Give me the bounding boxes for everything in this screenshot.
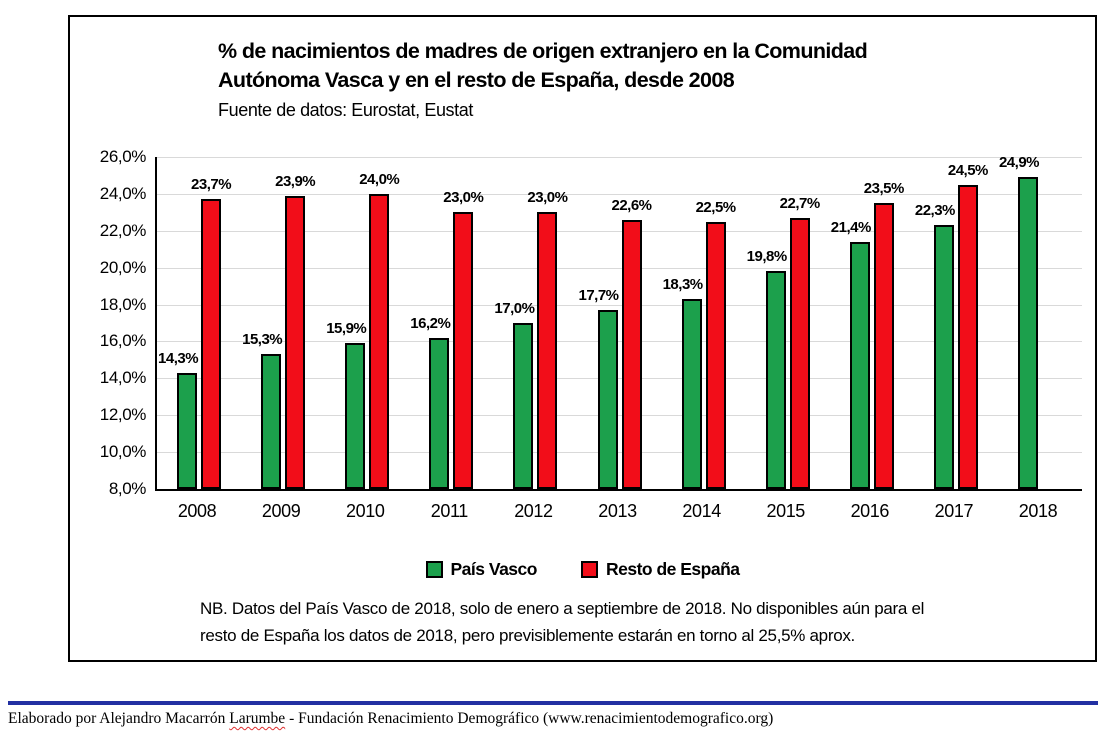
bar-resto-espana-2017 <box>958 185 978 489</box>
bar-value-label-resto-espana-2017: 24,5% <box>947 161 988 179</box>
y-axis-tick-label: 26,0% <box>99 147 146 166</box>
y-axis-tick-label: 20,0% <box>99 257 146 277</box>
chart-title-line-2: Autónoma Vasca y en el resto de España, desde 2008 <box>218 68 735 92</box>
bar-value-label-resto-espana-2008: 23,7% <box>191 176 232 194</box>
bar-group-2011 <box>409 157 493 489</box>
chart-frame <box>68 15 1097 662</box>
bar-value-label-pais-vasco-2009: 15,3% <box>242 331 283 349</box>
bars-area <box>157 154 1082 489</box>
bar-value-label-pais-vasco-2018: 24,9% <box>998 154 1040 172</box>
y-axis-tick-label: 8,0% <box>108 479 146 498</box>
chart-title-block <box>218 37 867 122</box>
y-axis-tick-label: 14,0% <box>99 368 146 388</box>
bar-pais-vasco-2016 <box>850 242 870 489</box>
note-line-1: NB. Datos del País Vasco de 2018, solo de enero a septiembre de 2018. No disponibles aún para el <box>200 599 925 618</box>
bar-pais-vasco-2013 <box>598 310 618 489</box>
bar-group-2010 <box>325 157 409 489</box>
footer-text-before: Elaborado por Alejandro Macarrón <box>8 710 230 727</box>
bar-pais-vasco-2008 <box>177 373 197 489</box>
legend-item-resto-espana <box>581 559 740 580</box>
bar-resto-espana-2010 <box>369 194 389 489</box>
bar-pais-vasco-2010 <box>345 343 365 489</box>
bar-value-label-pais-vasco-2011: 16,2% <box>410 314 451 332</box>
bar-value-label-pais-vasco-2008: 14,3% <box>158 349 199 367</box>
bar-value-label-pais-vasco-2013: 17,7% <box>578 287 619 305</box>
bar-value-label-pais-vasco-2014: 18,3% <box>662 276 703 294</box>
legend <box>70 559 1095 580</box>
bar-value-label-resto-espana-2009: 23,9% <box>275 172 316 190</box>
bar-resto-espana-2014 <box>706 222 726 489</box>
bar-group-2014 <box>662 157 746 489</box>
bar-group-2013 <box>577 157 661 489</box>
bar-group-2015 <box>746 157 830 489</box>
bar-resto-espana-2015 <box>790 218 810 489</box>
x-axis-year-label: 2013 <box>598 501 637 521</box>
x-axis-year-label: 2014 <box>682 501 721 521</box>
bar-resto-espana-2013 <box>622 220 642 489</box>
legend-label-resto-espana: Resto de España <box>605 559 740 579</box>
bar-value-label-resto-espana-2010: 24,0% <box>359 170 400 188</box>
note-line-2: resto de España los datos de 2018, pero previsiblemente estarán en torno al 25,5% aprox. <box>200 626 855 645</box>
y-axis-tick-label: 16,0% <box>99 331 146 351</box>
bar-value-label-resto-espana-2013: 22,6% <box>611 196 652 214</box>
y-axis-tick-label: 24,0% <box>99 183 146 203</box>
chart-subtitle: Fuente de datos: Eurostat, Eustat <box>218 100 473 120</box>
footer-text-after: - Fundación Renacimiento Demográfico (www.renacimientodemografico.org) <box>285 710 774 727</box>
bar-value-label-pais-vasco-2017: 22,3% <box>914 202 955 220</box>
y-axis-tick-label: 22,0% <box>99 220 146 240</box>
bar-value-label-resto-espana-2012: 23,0% <box>527 189 568 207</box>
bar-resto-espana-2011 <box>453 212 473 489</box>
bar-resto-espana-2012 <box>537 212 557 489</box>
y-axis-tick-label: 18,0% <box>99 294 146 314</box>
bar-resto-espana-2016 <box>874 203 894 489</box>
bar-pais-vasco-2017 <box>934 225 954 489</box>
x-axis-year-label: 2012 <box>514 501 553 521</box>
bar-value-label-pais-vasco-2010: 15,9% <box>326 320 367 338</box>
chart-title-line-1: % de nacimientos de madres de origen extranjero en la Comunidad <box>218 39 868 63</box>
bar-resto-espana-2009 <box>285 196 305 489</box>
bar-pais-vasco-2014 <box>682 299 702 489</box>
bar-group-2017 <box>914 157 998 489</box>
y-axis-tick-label: 10,0% <box>99 442 146 462</box>
bar-value-label-resto-espana-2016: 23,5% <box>863 180 904 198</box>
x-axis-labels <box>155 501 1080 522</box>
bar-value-label-resto-espana-2015: 22,7% <box>779 194 820 212</box>
x-axis-year-label: 2018 <box>1018 501 1058 521</box>
legend-swatch-pais-vasco <box>426 561 443 578</box>
bar-resto-espana-2008 <box>201 199 221 489</box>
footer-misspelled-word: Larumbe <box>229 710 286 727</box>
bar-value-label-pais-vasco-2016: 21,4% <box>830 218 871 236</box>
bar-pais-vasco-2011 <box>429 338 449 489</box>
x-axis-year-label: 2016 <box>850 501 890 521</box>
legend-item-pais-vasco <box>426 559 537 580</box>
bar-value-label-resto-espana-2011: 23,0% <box>443 189 484 207</box>
bar-value-label-resto-espana-2014: 22,5% <box>695 198 736 216</box>
bar-value-label-pais-vasco-2015: 19,8% <box>746 248 787 266</box>
x-axis-year-label: 2009 <box>261 501 301 521</box>
x-axis-year-label: 2011 <box>430 501 468 521</box>
bar-pais-vasco-2015 <box>766 271 786 489</box>
bar-pais-vasco-2009 <box>261 354 281 489</box>
bar-value-label-pais-vasco-2012: 17,0% <box>494 300 535 317</box>
y-axis-tick-label: 12,0% <box>99 405 146 425</box>
x-axis-year-label: 2008 <box>177 501 217 521</box>
bar-pais-vasco-2012 <box>513 323 533 489</box>
note-block <box>200 595 924 649</box>
y-axis <box>74 147 146 498</box>
x-axis-year-label: 2017 <box>934 501 974 521</box>
bar-group-2009 <box>241 157 325 489</box>
legend-swatch-resto-espana <box>581 561 598 578</box>
footer-text <box>8 710 773 728</box>
legend-label-pais-vasco: País Vasco <box>450 559 537 579</box>
bar-pais-vasco-2018 <box>1018 177 1038 489</box>
footer-rule <box>8 701 1098 705</box>
bar-group-2008 <box>157 157 241 489</box>
bar-group-2018 <box>998 154 1082 489</box>
x-axis-year-label: 2015 <box>766 501 805 521</box>
bar-group-2012 <box>493 157 577 489</box>
x-axis-year-label: 2010 <box>346 501 385 521</box>
plot-area <box>155 154 1082 491</box>
bar-group-2016 <box>830 157 914 489</box>
